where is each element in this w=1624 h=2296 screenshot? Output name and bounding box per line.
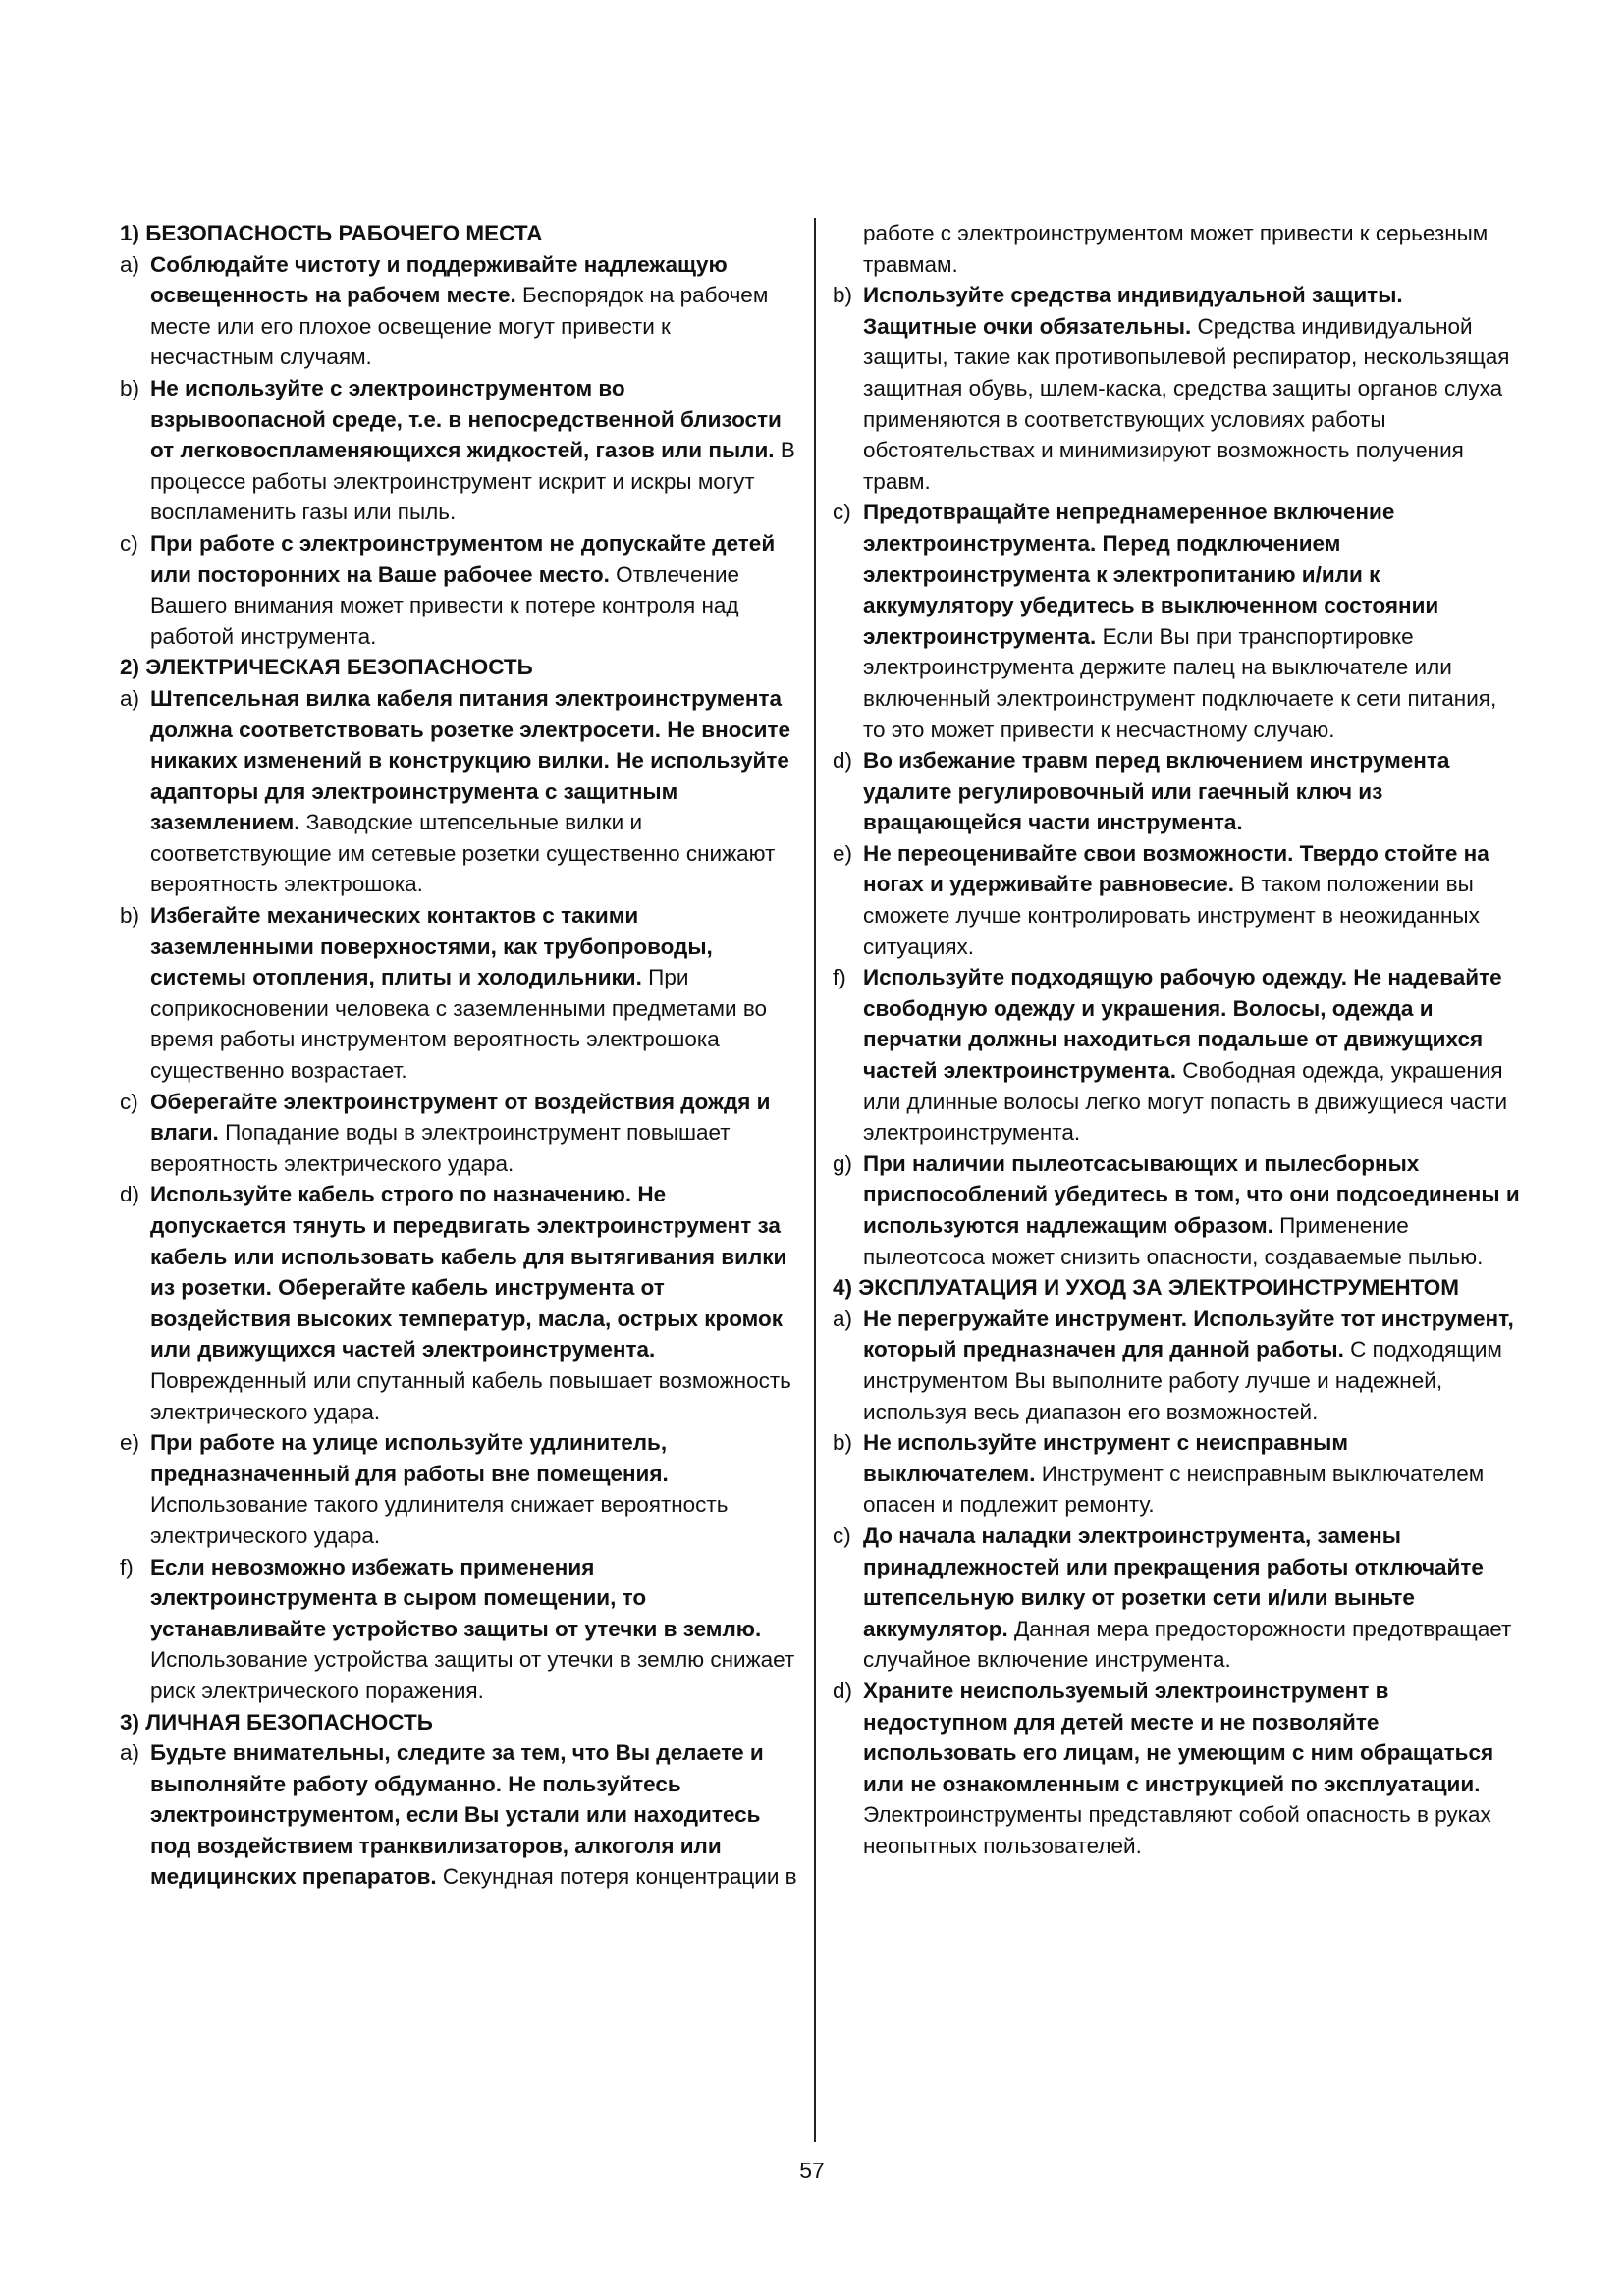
item-rule: Штепсельная вилка кабеля питания электроинструмента должна соответствовать розетке электросети. Не вносите никаких изменений в конструкцию вилки. Не используйте адапторы для электроинструмента с защитным заземлением. bbox=[150, 685, 790, 835]
list-item bbox=[833, 1427, 1520, 1521]
section-heading: 2) ЭЛЕКТРИЧЕСКАЯ БЕЗОПАСНОСТЬ bbox=[120, 655, 533, 680]
item-marker: e) bbox=[833, 840, 853, 866]
list-item bbox=[120, 1087, 797, 1180]
list-item bbox=[833, 745, 1520, 838]
item-explanation: Отвлечение Вашего внимания может привести к потере контроля над работой инструмента. bbox=[150, 561, 740, 649]
list-item bbox=[120, 1737, 797, 1893]
list-item bbox=[833, 838, 1520, 962]
continued-text bbox=[833, 218, 1520, 280]
list-item bbox=[120, 249, 797, 373]
item-rule: Во избежание травм перед включением инструмента удалите регулировочный или гаечный ключ из вращающейся части инструмента. bbox=[863, 748, 1450, 835]
item-explanation: Применение пылеотсоса может снизить опасности, создаваемые пылью. bbox=[863, 1213, 1484, 1269]
item-explanation: Данная мера предосторожности предотвращает случайное включение инструмента. bbox=[863, 1616, 1512, 1673]
list-item bbox=[833, 1148, 1520, 1272]
item-rule: Не используйте инструмент с неисправным выключателем. bbox=[863, 1430, 1348, 1486]
item-marker: d) bbox=[120, 1182, 140, 1207]
list-item bbox=[833, 962, 1520, 1148]
item-marker: b) bbox=[120, 375, 140, 400]
item-rule: При работе с электроинструментом не допускайте детей или посторонних на Ваше рабочее место. bbox=[150, 530, 776, 587]
item-marker: c) bbox=[833, 500, 851, 525]
column-divider bbox=[814, 218, 816, 2142]
item-rule: Не переоценивайте свои возможности. Твердо стойте на ногах и удерживайте равновесие. bbox=[863, 840, 1489, 897]
list-item bbox=[120, 900, 797, 1087]
item-rule: Используйте средства индивидуальной защиты. Защитные очки обязательны. bbox=[863, 283, 1403, 339]
list-item bbox=[120, 1552, 797, 1707]
item-rule: До начала наладки электроинструмента, замены принадлежностей или прекращения работы отключайте штепсельную вилку от розетки сети и/или выньте аккумулятор. bbox=[863, 1522, 1484, 1641]
list-item bbox=[120, 1179, 797, 1427]
item-explanation: Беспорядок на рабочем месте или его плохое освещение могут привести к несчастным случаям. bbox=[150, 283, 769, 370]
item-rule: Используйте кабель строго по назначению. Не допускается тянуть и передвигать электроинструмент за кабель или использовать кабель для вытягивания вилки из розетки. Оберегайте кабель инструмента от воздействия высоких температур, масла, острых кромок или движущихся частей электроинструмента. bbox=[150, 1182, 787, 1362]
section-heading: 4) ЭКСПЛУАТАЦИЯ И УХОД ЗА ЭЛЕКТРОИНСТРУМЕНТОМ bbox=[833, 1275, 1460, 1301]
list-item bbox=[120, 1427, 797, 1551]
item-explanation: С подходящим инструментом Вы выполните работу лучше и надежней, используя весь диапазон его возможностей. bbox=[863, 1337, 1502, 1424]
item-explanation: Инструмент с неисправным выключателем опасен и подлежит ремонту. bbox=[863, 1461, 1485, 1518]
item-rule: Избегайте механических контактов с такими заземленными поверхностями, как трубопроводы, системы отопления, плиты и холодильники. bbox=[150, 903, 713, 990]
item-marker: a) bbox=[120, 251, 140, 277]
list-item bbox=[833, 497, 1520, 745]
item-marker: f) bbox=[120, 1554, 134, 1579]
item-marker: a) bbox=[833, 1306, 853, 1331]
left-column bbox=[120, 218, 797, 1893]
item-marker: g) bbox=[833, 1150, 853, 1176]
item-marker: c) bbox=[120, 530, 138, 556]
item-marker: c) bbox=[120, 1089, 138, 1114]
page-number: 57 bbox=[799, 2158, 825, 2183]
item-rule: Оберегайте электроинструмент от воздействия дождя и влаги. bbox=[150, 1089, 771, 1146]
item-rule: При работе на улице используйте удлинитель, предназначенный для работы вне помещения. bbox=[150, 1430, 669, 1486]
right-column bbox=[833, 218, 1520, 1861]
item-rule: Соблюдайте чистоту и поддерживайте надлежащую освещенность на рабочем месте. bbox=[150, 251, 728, 308]
item-marker: c) bbox=[833, 1522, 851, 1548]
item-explanation: Заводские штепсельные вилки и соответствующие им сетевые розетки существенно снижают вероятность электрошока. bbox=[150, 810, 776, 897]
item-marker: d) bbox=[833, 1678, 853, 1703]
item-explanation: Средства индивидуальной защиты, такие как противопылевой респиратор, нескользящая защитная обувь, шлем-каска, средства защиты органов слуха применяются в соответствующих условиях работы обстоятельствах и минимизируют возможность получения травм. bbox=[863, 313, 1510, 494]
item-explanation: Попадание воды в электроинструмент повышает вероятность электрического удара. bbox=[150, 1120, 731, 1176]
item-rule: Будьте внимательны, следите за тем, что Вы делаете и выполняйте работу обдуманно. Не пользуйтесь электроинструментом, если Вы устали или находитесь под воздействием транквилизаторов, алкоголя или медицинских препаратов. bbox=[150, 1740, 764, 1890]
item-explanation: При соприкосновении человека с заземленными предметами во время работы инструментом вероятность электрошока существенно возрастает. bbox=[150, 965, 768, 1084]
item-marker: d) bbox=[833, 748, 853, 774]
item-explanation: В процессе работы электроинструмент искрит и искры могут воспламенить газы или пыль. bbox=[150, 438, 795, 525]
item-marker: a) bbox=[120, 685, 140, 711]
list-item bbox=[833, 280, 1520, 497]
item-rule: Храните неиспользуемый электроинструмент в недоступном для детей месте и не позволяйте использовать его лицам, не умеющим с ним обращаться или не ознакомленным с инструкцией по эксплуатации. bbox=[863, 1678, 1494, 1796]
item-explanation: Использование устройства защиты от утечки в землю снижает риск электрического поражения. bbox=[150, 1647, 795, 1703]
item-marker: e) bbox=[120, 1430, 140, 1456]
item-rule: Используйте подходящую рабочую одежду. Не надевайте свободную одежду и украшения. Волосы, одежда и перчатки должны находиться подальше от движущихся частей электроинструмента. bbox=[863, 965, 1502, 1084]
item-rule: Предотвращайте непреднамеренное включение электроинструмента. Перед подключением электроинструмента к электропитанию и/или к аккумулятору убедитесь в выключенном состоянии электроинструмента. bbox=[863, 500, 1439, 649]
section-heading: 3) ЛИЧНАЯ БЕЗОПАСНОСТЬ bbox=[120, 1709, 433, 1735]
item-explanation: Если Вы при транспортировке электроинструмента держите палец на выключателе или включенный электроинструмент подключаете к сети питания, то это может привести к несчастному случаю. bbox=[863, 623, 1497, 742]
item-explanation: Использование такого удлинителя снижает вероятность электрического удара. bbox=[150, 1492, 729, 1548]
list-item bbox=[833, 1521, 1520, 1676]
item-marker: a) bbox=[120, 1740, 140, 1766]
list-item bbox=[120, 528, 797, 652]
item-marker: f) bbox=[833, 965, 846, 990]
item-explanation: В таком положении вы сможете лучше контролировать инструмент в неожиданных ситуациях. bbox=[863, 872, 1480, 959]
item-marker: b) bbox=[120, 903, 140, 929]
item-rule: Если невозможно избежать применения электроинструмента в сыром помещении, то устанавливайте устройство защиты от утечки в землю. bbox=[150, 1554, 762, 1641]
item-marker: b) bbox=[833, 283, 853, 308]
list-item bbox=[120, 683, 797, 900]
item-explanation: Электроинструменты представляют собой опасность в руках неопытных пользователей. bbox=[863, 1802, 1491, 1858]
item-explanation: Поврежденный или спутанный кабель повышает возможность электрического удара. bbox=[150, 1367, 791, 1424]
item-explanation: работе с электроинструментом может привести к серьезным травмам. bbox=[863, 221, 1489, 277]
item-marker: b) bbox=[833, 1430, 853, 1456]
item-rule: Не перегружайте инструмент. Используйте тот инструмент, который предназначен для данной работы. bbox=[863, 1306, 1514, 1362]
item-rule: Не используйте с электроинструментом во взрывоопасной среде, т.е. в непосредственной близости от легковоспламеняющихся жидкостей, газов или пыли. bbox=[150, 375, 782, 463]
item-rule: При наличии пылеотсасывающих и пылесборных приспособлений убедитесь в том, что они подсоединены и используются надлежащим образом. bbox=[863, 1150, 1520, 1238]
list-item bbox=[833, 1304, 1520, 1427]
list-item bbox=[120, 373, 797, 528]
item-explanation: Свободная одежда, украшения или длинные волосы легко могут попасть в движущиеся части электроинструмента. bbox=[863, 1058, 1508, 1146]
item-explanation: Секундная потеря концентрации в bbox=[442, 1864, 797, 1890]
section-heading: 1) БЕЗОПАСНОСТЬ РАБОЧЕГО МЕСТА bbox=[120, 221, 543, 245]
list-item bbox=[833, 1676, 1520, 1862]
